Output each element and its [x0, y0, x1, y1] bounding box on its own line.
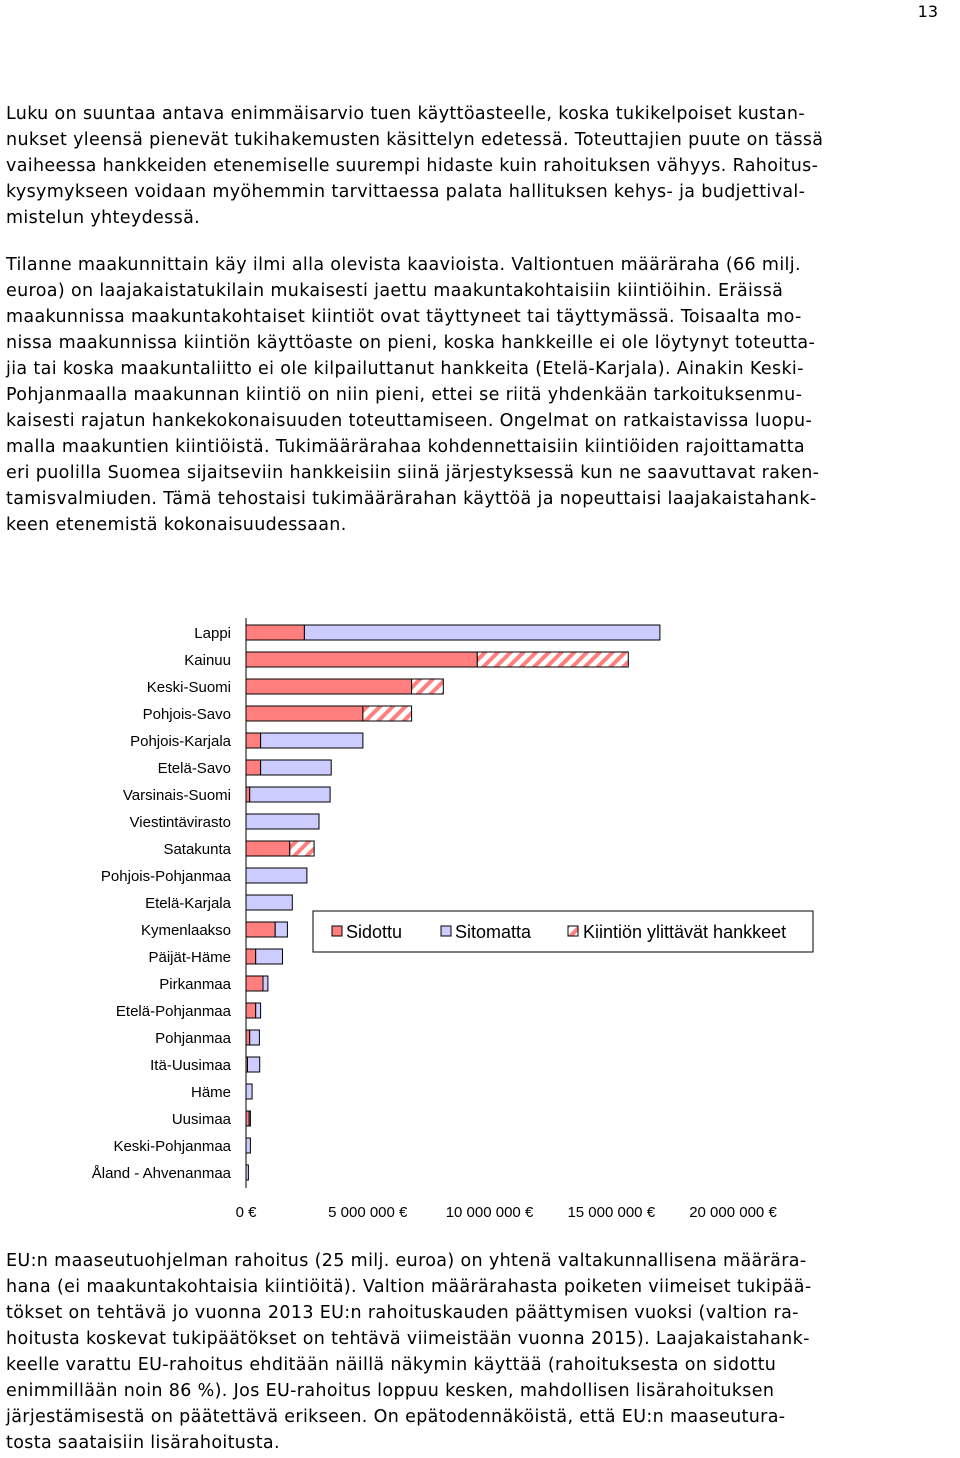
paragraph-2 — [6, 252, 956, 538]
legend-label: Kiintiön ylittävät hankkeet — [583, 922, 787, 942]
category-label: Etelä-Karjala — [145, 895, 231, 912]
legend-label: Sidottu — [346, 922, 403, 942]
category-label: Satakunta — [163, 841, 231, 858]
text-line: nissa maakunnissa kiintiön käyttöaste on pieni, koska hankkeille ei ole löytynyt toteutta- — [6, 333, 816, 353]
chart-bars — [246, 625, 660, 1180]
category-label: Uusimaa — [171, 1111, 231, 1128]
bar-segment-sitomatta — [246, 895, 292, 910]
bar-segment-sidottu — [246, 1030, 250, 1045]
text-line: jia tai koska maakuntaliitto ei ole kilpailuttanut hankkeita (Etelä-Karjala). Ainakin Keski- — [6, 359, 804, 379]
bar-segment-kiintion-ylittavat — [412, 679, 444, 694]
bar-chart — [0, 600, 960, 1240]
bar-segment-sidottu — [246, 652, 477, 667]
text-line: tökset on tehtävä jo vuonna 2013 EU:n rahoituskauden päättymisen vuoksi (valtion ra- — [6, 1303, 799, 1323]
bar-segment-sitomatta — [246, 1138, 250, 1153]
text-line: tosta saataisiin lisärahoitusta. — [6, 1433, 280, 1453]
category-label: Pirkanmaa — [159, 976, 231, 993]
category-label: Viestintävirasto — [129, 814, 231, 831]
paragraph-3 — [6, 1248, 956, 1456]
bar-segment-kiintion-ylittavat — [290, 841, 314, 856]
bar-segment-sitomatta — [256, 1003, 261, 1018]
chart-legend — [313, 911, 813, 952]
bar-segment-sitomatta — [261, 733, 363, 748]
bar-segment-sidottu — [246, 625, 304, 640]
category-label: Pohjois-Savo — [142, 706, 231, 723]
text-line: mistelun yhteydessä. — [6, 208, 201, 228]
category-label: Varsinais-Suomi — [122, 787, 231, 804]
category-label: Etelä-Pohjanmaa — [115, 1003, 231, 1020]
bar-segment-sidottu — [246, 706, 363, 721]
bar-segment-sitomatta — [256, 949, 283, 964]
text-line: tamisvalmiuden. Tämä tehostaisi tukimäärärahan käyttöä ja nopeuttaisi laajakaistahank- — [6, 489, 817, 509]
legend-swatch — [568, 926, 578, 936]
bar-segment-kiintion-ylittavat — [477, 652, 628, 667]
text-line: nukset yleensä pienevät tukihakemusten käsittelyn edetessä. Toteuttajien puute on tässä — [6, 130, 824, 150]
page-number: 13 — [917, 2, 938, 21]
text-line: Tilanne maakunnittain käy ilmi alla olevista kaavioista. Valtiontuen määräraha (66 milj. — [6, 255, 801, 275]
bar-segment-sitomatta — [246, 868, 307, 883]
text-line: EU:n maaseutuohjelman rahoitus (25 milj. euroa) on yhtenä valtakunnallisena määrära- — [6, 1251, 807, 1271]
text-line: eri puolilla Suomea sijaitseviin hankkeisiin siinä järjestyksessä kun ne saavuttavat raken- — [6, 463, 820, 483]
bar-segment-sitomatta — [249, 1111, 250, 1126]
category-label: Päijät-Häme — [148, 949, 231, 966]
text-line: keelle varattu EU-rahoitus ehditään näillä näkymin käyttää (rahoituksesta on sidottu — [6, 1355, 777, 1375]
bar-segment-sitomatta — [246, 814, 319, 829]
text-line: malla maakuntien kiintiöistä. Tukimäärärahaa kohdennettaisiin kiintiöiden rajoittamatta — [6, 437, 805, 457]
bar-segment-sidottu — [246, 760, 261, 775]
text-line: Luku on suuntaa antava enimmäisarvio tuen käyttöasteelle, koska tukikelpoiset kustan- — [6, 104, 806, 124]
category-label: Etelä-Savo — [157, 760, 231, 777]
text-line: maakunnissa maakuntakohtaiset kiintiöt ovat täyttyneet tai täyttymässä. Toisaalta mo- — [6, 307, 802, 327]
text-line: järjestämisestä on päätettävä erikseen. On epätodennäköistä, että EU:n maaseutura- — [6, 1407, 786, 1427]
bar-segment-sidottu — [246, 1003, 256, 1018]
bar-segment-sidottu — [246, 733, 261, 748]
x-tick-label: 15 000 000 € — [567, 1204, 656, 1221]
bar-segment-sidottu — [246, 949, 256, 964]
category-label: Keski-Suomi — [146, 679, 231, 696]
text-line: keen etenemistä kokonaisuudessaan. — [6, 515, 347, 535]
category-label: Pohjois-Karjala — [130, 733, 231, 750]
paragraph-1 — [6, 101, 956, 231]
category-label: Åland - Ahvenanmaa — [91, 1165, 231, 1182]
text-line: hoitusta koskevat tukipäätökset on tehtävä viimeistään vuonna 2015). Laajakaistahank- — [6, 1329, 810, 1349]
bar-segment-sitomatta — [263, 976, 268, 991]
legend-swatch — [441, 926, 451, 936]
bar-segment-sitomatta — [261, 760, 332, 775]
bar-segment-sidottu — [246, 976, 263, 991]
bar-segment-sidottu — [246, 787, 250, 802]
category-label: Kainuu — [184, 652, 231, 669]
x-tick-label: 0 € — [235, 1204, 257, 1221]
legend-swatch — [332, 926, 342, 936]
text-line: enimmillään noin 86 %). Jos EU-rahoitus loppuu kesken, mahdollisen lisärahoituksen — [6, 1381, 775, 1401]
bar-segment-sidottu — [246, 679, 412, 694]
category-labels — [92, 625, 232, 1182]
bar-segment-sidottu — [246, 922, 275, 937]
bar-segment-sidottu — [246, 841, 290, 856]
bar-segment-sitomatta — [275, 922, 287, 937]
bar-segment-sitomatta — [250, 787, 330, 802]
bar-segment-sitomatta — [304, 625, 660, 640]
x-tick-label: 10 000 000 € — [445, 1204, 534, 1221]
category-label: Pohjois-Pohjanmaa — [100, 868, 231, 885]
bar-segment-sitomatta — [246, 1084, 252, 1099]
x-tick-label: 5 000 000 € — [328, 1204, 408, 1221]
text-line: Pohjanmaalla maakunnan kiintiö on niin pieni, ettei se riitä yhdenkään tarkoituksenmu- — [6, 385, 803, 405]
category-label: Lappi — [194, 625, 231, 642]
category-label: Itä-Uusimaa — [150, 1057, 231, 1074]
legend-label: Sitomatta — [455, 922, 532, 942]
bar-segment-sitomatta — [248, 1057, 260, 1072]
text-line: kysymykseen voidaan myöhemmin tarvittaessa palata hallituksen kehys- ja budjettival- — [6, 182, 806, 202]
category-label: Kymenlaakso — [140, 922, 231, 939]
text-line: vaiheessa hankkeiden etenemiselle suurempi hidaste kuin rahoituksen vähyys. Rahoitus- — [6, 156, 819, 176]
text-line: kaisesti rajatun hankekokonaisuuden toteuttamiseen. Ongelmat on ratkaistavissa luopu- — [6, 411, 813, 431]
text-line: euroa) on laajakaistatukilain mukaisesti jaettu maakuntakohtaisiin kiintiöihin. Eräissä — [6, 281, 784, 301]
category-label: Häme — [190, 1084, 231, 1101]
category-label: Pohjanmaa — [155, 1030, 231, 1047]
bar-segment-sitomatta — [250, 1030, 260, 1045]
x-tick-label: 20 000 000 € — [689, 1204, 777, 1221]
text-line: hana (ei maakuntakohtaisia kiintiöitä). Valtion määrärahasta poiketen viimeiset tukipää- — [6, 1277, 812, 1297]
bar-segment-kiintion-ylittavat — [363, 706, 412, 721]
category-label: Keski-Pohjanmaa — [113, 1138, 231, 1155]
